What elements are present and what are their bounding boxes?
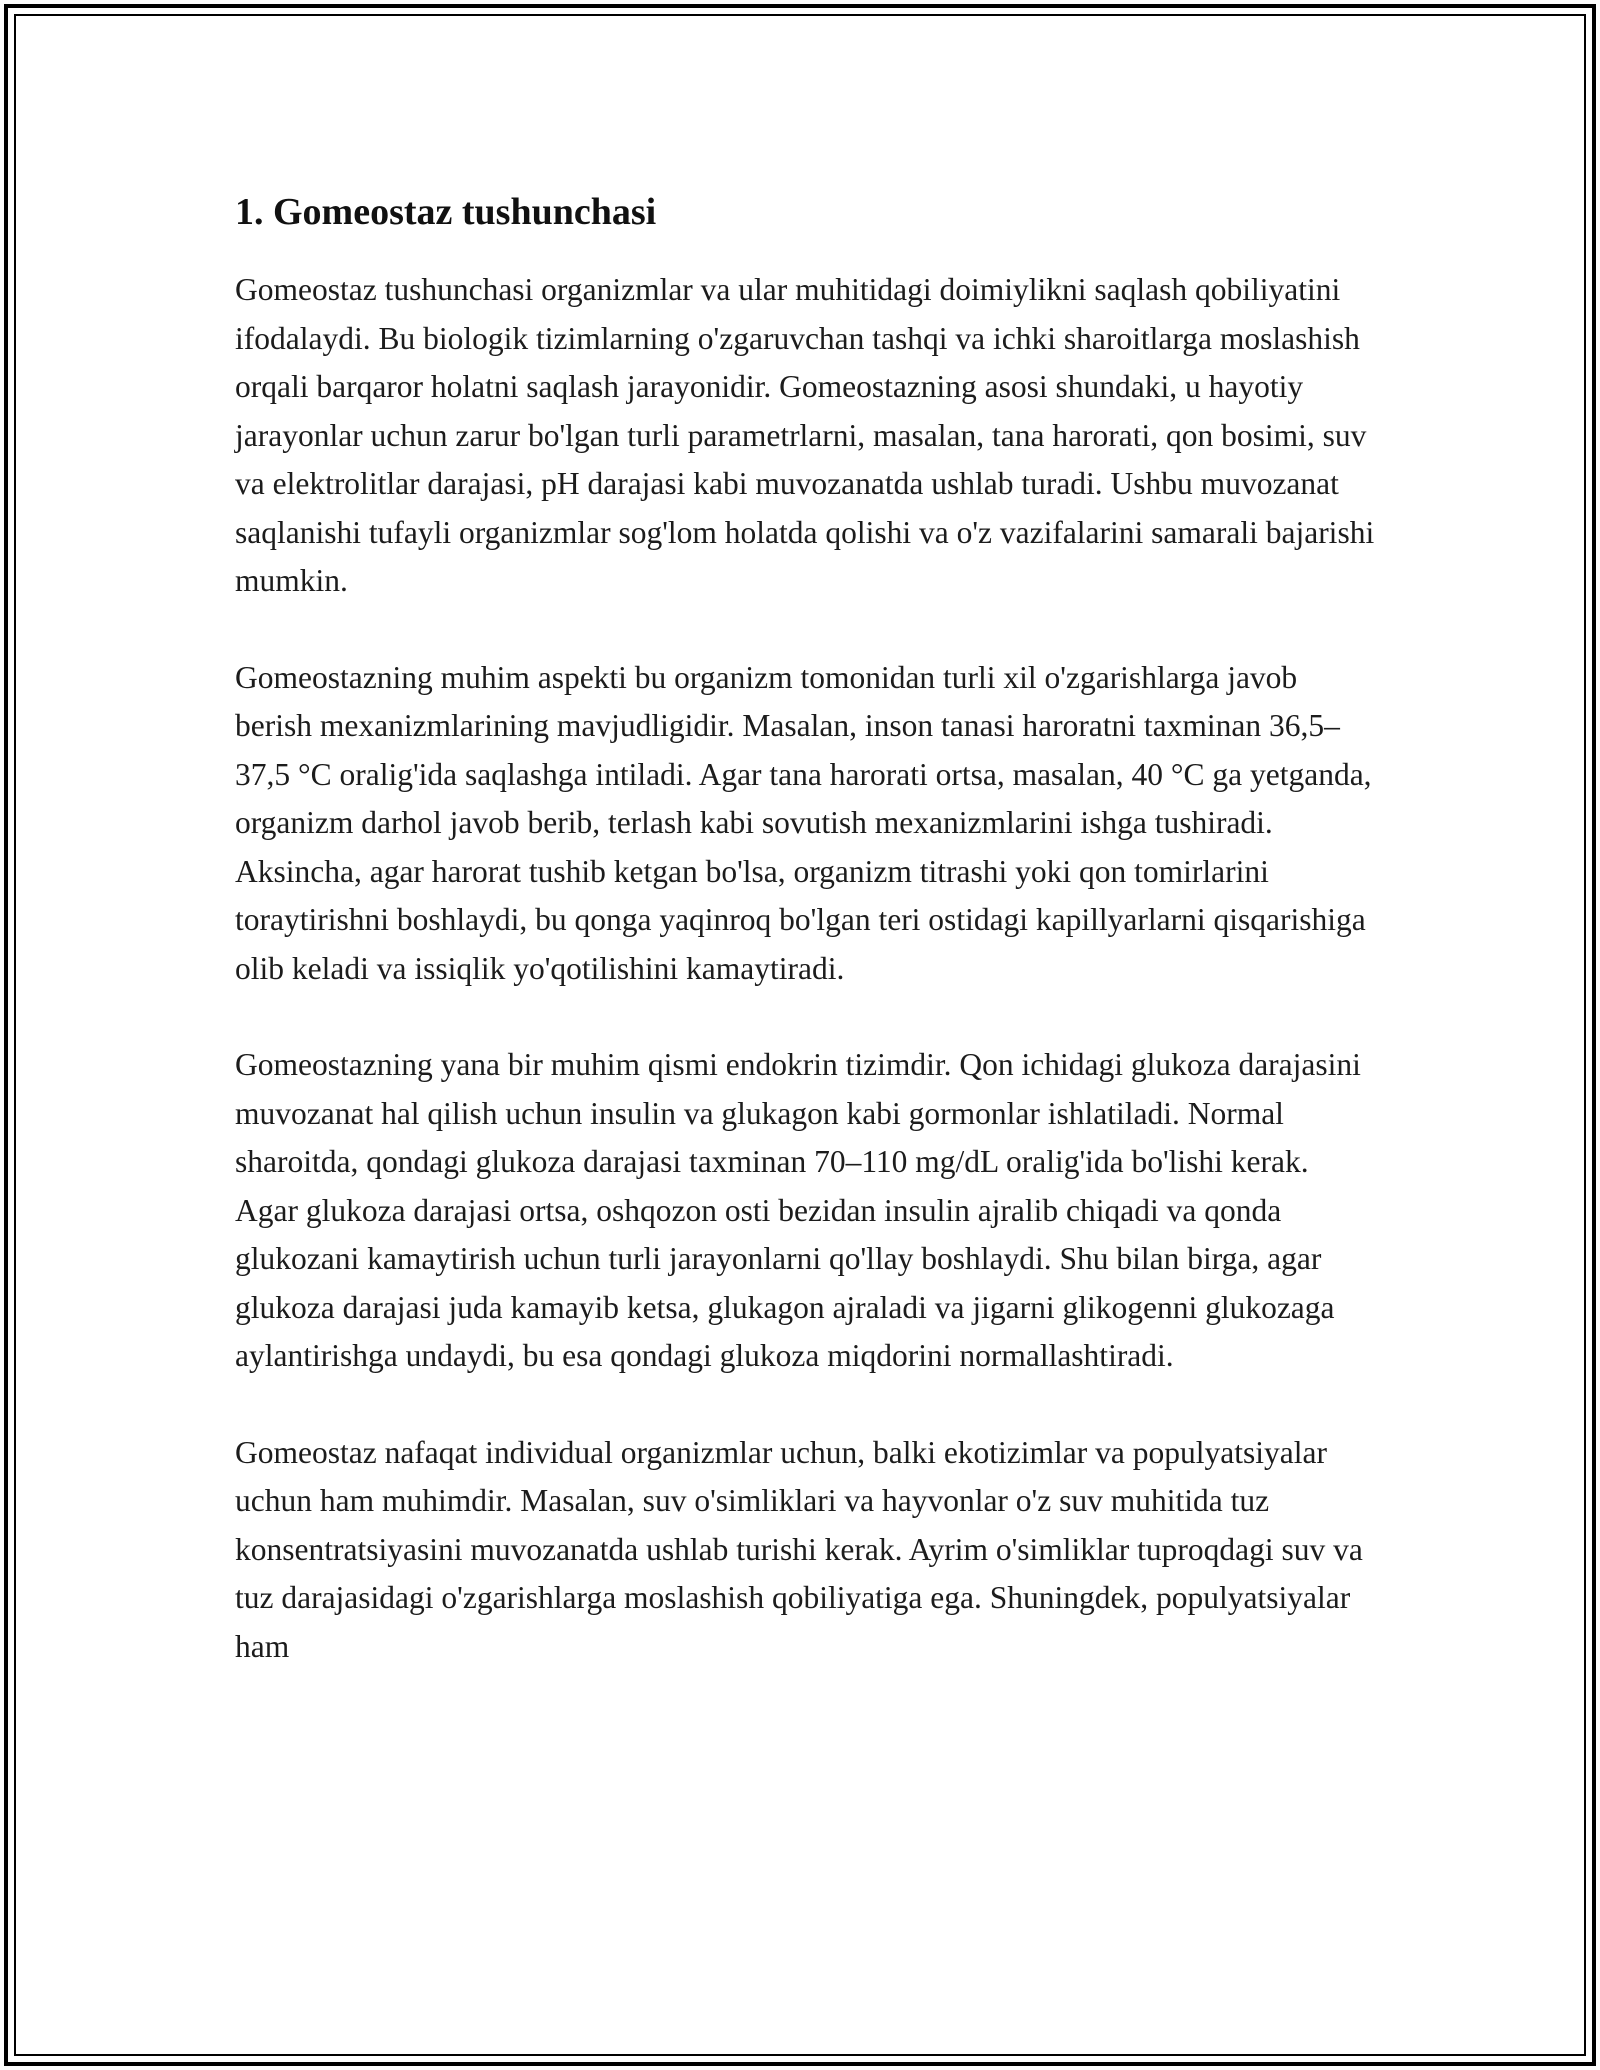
section-heading: 1. Gomeostaz tushunchasi xyxy=(235,191,657,233)
paragraph-3: Gomeostazning yana bir muhim qismi endokrin tizimdir. Qon ichidagi glukoza darajasini muvozanat hal qilish uchun insulin va glukagon kabi gormonlar ishlatiladi. Normal sharoitda, qondagi glukoza darajasi taxminan 70–110 mg/dL oralig'ida bo'lishi kerak. Agar glukoza darajasi ortsa, oshqozon osti bezidan insulin ajralib chiqadi va qonda glukozani kamaytirish uchun turli jarayonlarni qo'llay boshlaydi. Shu bilan birga, agar glukoza darajasi juda kamayib ketsa, glukagon ajraladi va jigarni glikogenni glukozaga aylantirishga undaydi, bu esa qondagi glukoza miqdorini normallashtiradi. xyxy=(235,1047,1361,1373)
paragraph-2: Gomeostazning muhim aspekti bu organizm tomonidan turli xil o'zgarishlarga javob berish mexanizmlarining mavjudligidir. Masalan, inson tanasi haroratni taxminan 36,5–37,5 °C oralig'ida saqlashga intiladi. Agar tana harorati ortsa, masalan, 40 °C ga yetganda, organizm darhol javob berib, terlash kabi sovutish mexanizmlarini ishga tushiradi. Aksincha, agar harorat tushib ketgan bo'lsa, organizm titrashi yoki qon tomirlarini toraytirishni boshlaydi, bu qonga yaqinroq bo'lgan teri ostidagi kapillyarlarni qisqarishiga olib keladi va issiqlik yo'qotilishini kamaytiradi. xyxy=(235,659,1372,986)
document-body xyxy=(235,186,1375,1719)
paragraph-4: Gomeostaz nafaqat individual organizmlar uchun, balki ekotizimlar va populyatsiyalar uchun ham muhimdir. Masalan, suv o'simliklari va hayvonlar o'z suv muhitida tuz konsentratsiyasini muvozanatda ushlab turishi kerak. Ayrim o'simliklar tuproqdagi suv va tuz darajasidagi o'zgarishlarga moslashish qobiliyatiga ega. Shuningdek, populyatsiyalar ham xyxy=(235,1434,1363,1664)
paragraph-1: Gomeostaz tushunchasi organizmlar va ular muhitidagi doimiylikni saqlash qobiliyatini ifodalaydi. Bu biologik tizimlarning o'zgaruvchan tashqi va ichki sharoitlarga moslashish orqali barqaror holatni saqlash jarayonidir. Gomeostazning asosi shundaki, u hayotiy jarayonlar uchun zarur bo'lgan turli parametrlarni, masalan, tana harorati, qon bosimi, suv va elektrolitlar darajasi, pH darajasi kabi muvozanatda ushlab turadi. Ushbu muvozanat saqlanishi tufayli organizmlar sog'lom holatda qolishi va o'z vazifalarini samarali bajarishi mumkin. xyxy=(235,272,1375,598)
